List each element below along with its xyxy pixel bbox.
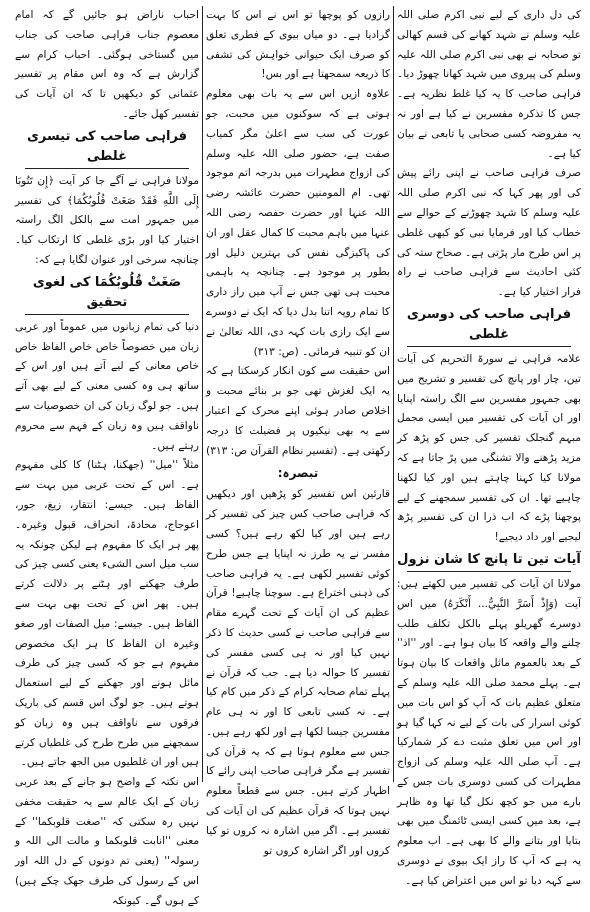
paragraph: علامہ فراہی نے سورۃ التحریم کی آیات تین، چار اور پانچ کی تفسیر و تشریح میں بھی جمہور مفسرین سے الگ راستہ اپنایا اور ان آیات کی تفسیر میں ایسی مجمل مبہم گنجلک تفسیر کی جس کو پڑھ کر مزید پڑھنے والا تشنگی میں پڑ جاتا ہے کہ مولانا کیا کہنا چاہتے ہیں اور کیا لکھنا چاہیے تھا۔ ان کی تفسیر سمجھنے کے لیے پوچھنا پڑے کہ اب ذرا ان کی تفسیر پڑھ لیجیے اور داد دیجیے! xyxy=(397,352,581,544)
paragraph: احباب ناراض ہو جائیں گے کہ امام معصوم جناب فراہی صاحب کی جناب میں گستاخی ہوگئی۔ احباب کرام سے گزارش ہے کہ وہ اس مقام پر تفسیر عثمانی کو دیکھیں تا کہ ان آیات کی تفسیر کھل جائے۔ xyxy=(15,9,199,120)
paragraph: مثلاً ''میل'' (جھکنا، ہٹنا) کا کلی مفہوم ہے۔ اس کے تحت عربی میں بہت سے الفاظ ہیں۔ جیسے: انتقار، زیغ، جور، اعوجاج، محادۃ، انحراف، قبول وغیرہ۔ پھر ہر ایک کا مفہوم ہے لیکن چونکہ یہ سب میل اسی الشیء یعنی کسی چیز کی طرف جھکنے اور ہٹنے پر دلالت کرتے ہیں۔ پھر اس کے تحت بھی بہت سے الفاظ ہیں۔ جیسے: میل الصفات اور صغو وغیرہ ان الفاظ کا ہر ایک مخصوص مفہوم ہے جو کہ کسی چیز کی طرف مائل ہونے اور جھکنے کے لیے استعمال ہوتے ہیں۔ جو لوگ اس قسم کی باریک فرقوں سے ناواقف ہیں وہ زبان کو سمجھنے میں طرح طرح کی غلطیاں کرتے ہیں اور ان غلطیوں میں الجھ جاتے ہیں۔ xyxy=(15,459,199,769)
paragraph: کی دل داری کے لیے نبی اکرم صلی اللہ علیہ وسلم نے شہد کھانے کی قسم کھالی تو صحابہ نے بھی نبی اکرم صلی اللہ علیہ وسلم کی پیروی میں شہد کھانا چھوڑ دیا۔ فراہی صاحب کا یہ کیا غلط نظریہ ہے۔ جس کا تذکرہ مفسرین نے کیا ہے اور نہ یہ مفروضہ کسی صحابی یا تابعی نے بیان کیا ہے۔ xyxy=(397,9,581,160)
paragraph: مولانا ان آیات کی تفسیر میں لکھتے ہیں: آیت (وَإِذْ أَسَرَّ النَّبِيُّ... أَنْكَرَهُ) میں اس دوسرے گھریلو پہلے بالکل تکلف طلب چلنے والے واقعہ کا بیان ہوا ہے۔ اور ''اذ'' کے بعد بالعموم ماثل واقعات کا بیان ہوتا ہے۔ پہلے محمد صلی اللہ علیہ وسلم کے متعلق عظیم بات کہ آپ کو اس بات میں کوئی اسرار کی بات کے لیے نہ کہا گیا ہو اور اس میں تعلق مثبت دے کر شمارکیا ہے۔ آپ صلی اللہ علیہ وسلم کی ازواج مطہرات کی کسی دوسری بات جس کے بارے میں جو کچھ نکل گیا تھا وہ ظاہر ہے، بعد میں کسی ایسی ٹائمنگ میں بھی بتایا اور بتانے والے کا بھی ہے۔ اب معلوم یہ ہے کہ آپ کا راز ایک بیوی نے دوسری سے کہہ دیا تو اس میں اعتراض کیا ہے۔ xyxy=(397,577,581,887)
section-heading-linguistic-research: صَغَتْ قُلُوبُكُمَا کی لغوی تحقیق xyxy=(32,274,182,310)
paragraph: قارئین اس تفسیر کو پڑھیں اور دیکھیں کہ فراہی صاحب کس چیز کی تفسیر کر رہے ہیں اور کیا لکھ رہے ہیں؟ کسی مفسر نے یہ طرز نہ اپنایا ہے جس طرح کوئی تفسیر لکھی ہے۔ یہ فراہی صاحب کی ذہنی اختراع ہے۔ سوچنا چاہیے! قرآن عظیم کی ان آیات کے تحت گہرے مقام سے فراہی صاحب نے کسی حدیث کا ذکر نہیں کیا اور نہ ہی کسی مفسر کی تفسیر کا حوالہ دیا ہے۔ جب کہ قرآن نے پہلے تمام صحابہ کرام کے ذکر میں کام کیا ہے۔ نہ کسی تابعی کا اور نہ ہی عام مفسرین جیسا لکھا ہے اور لکھ رہے ہیں۔ جس سے معلوم ہوتا ہے کہ یہ قرآن کی تفسیر ہے مگر فراہی صاحب اپنی رائے کا اظہار کرتے ہیں۔ جس سے قطعاً معلوم نہیں ہوتا کہ قرآن عظیم کی ان آیات کی تفسیر ہے۔ اگر میں اشارہ نہ کروں تو کیا کروں اور اگر اشارہ کروں تو xyxy=(206,488,390,857)
heading-underline xyxy=(25,168,189,169)
column-middle xyxy=(203,6,393,857)
section-heading-third-error: فراہی صاحب کی تیسری غلطی xyxy=(26,128,188,164)
section-heading-commentary: تبصرہ: xyxy=(277,466,319,481)
paragraph: اس نکتہ کے واضح ہو جانے کے بعد عربی زبان کے ایک عالم سے یہ حقیقت مخفی نہیں رہ سکتی کہ ''صغت قلوبکما'' کے معنی ''انابت قلوبکما و مالت الی اللہ و رسولہ'' (یعنی تم دونوں کے دل اللہ اور اس کے رسول کی طرف جھک چکے ہیں) کے ہوں گے۔ کیونکہ xyxy=(15,776,199,907)
section-heading-second-error: فراہی صاحب کی دوسری غلطی xyxy=(406,306,572,342)
heading-underline xyxy=(25,314,189,315)
paragraph: اس حقیقت سے کون انکار کرسکتا ہے کہ یہ ایک لغزش تھی جو بر بنائے محبت و اخلاص صادر ہوئی اپنے محرک کے اعتبار سے یہ بھی نیکیوں پر فضیلت کا درجہ رکھتی ہے۔ (تفسیر نظام القرآن ص: ۳۱۳) xyxy=(206,365,390,457)
paragraph: مولانا فراہی نے آگے جا کر آیت ﴿إِن تَتُوبَا إِلَى اللَّهِ فَقَدْ صَغَتْ قُلُوبُكُمَا﴾ کی تفسیر میں جمہور امت سے بالکل الگ راستہ اختیار کیا اور بڑی غلطی کا ارتکاب کیا۔ چنانچہ سرخی اور عنوان لگایا ہے کہ: xyxy=(15,174,199,266)
heading-underline xyxy=(407,571,571,572)
paragraph: علاوہ ازیں اس سے یہ بات بھی معلوم ہوتی ہے کہ سوکنوں میں محبت، جو عورت کی سب سے اعلیٰ مگر کمیاب صفت ہے، حضور صلی اللہ علیہ وسلم کی ازواج مطہرات میں بدرجہ اتم موجود تھی۔ ام المومنین حضرت عائشہ رضی اللہ عنہا اور حضرت حفصہ رضی اللہ عنہا میں باہم محبت کا کمال عقل اور ان کی پاکیزگی نفس کی بہترین دلیل اور بطور پر موجود ہے۔ چنانچہ یہ باہمی محبت ہی تھی جس نے آپ میں راز داری کا تمام روپہ اتنا بدل دیا کہ ایک نے دوسرے سے ایک رازی بات کہہ دی، اللہ تعالیٰ نے ان کو تنبیہ فرمائی۔ (ص: ۳۱۳) xyxy=(206,88,390,358)
paragraph: صرف فراہی صاحب نے اپنی رائے پیش کی اور پھر کہا کہ نبی اکرم صلی اللہ علیہ وسلم کا شہد چھوڑنے کے حوالے سے خطاب کیا اور فرمایا نبی کو کبھی غلطی پر اس طرح مار پڑتی ہے۔ صحاح ستہ کی کئی احادیث سے فراہی صاحب نے راہ فرار اختیار کیا ہے۔ xyxy=(397,167,581,299)
heading-underline xyxy=(407,346,571,347)
column-left xyxy=(12,6,202,907)
section-heading-revelation-context: آیات تین تا پانچ کا شان نزول xyxy=(397,551,581,567)
column-right xyxy=(394,6,584,887)
paragraph: رازوں کو پوچھا تو اس نے اس کا بہت گرادیا ہے۔ دو میاں بیوی کے فطری تعلق کو صرف ایک حیوانی خواہش کی تشفی کا ذریعہ سمجھتا ہے اور بس! xyxy=(206,9,390,81)
paragraph: دنیا کی تمام زبانوں میں عموماً اور عربی زبان میں خصوصاً خاص خاص الفاظ خاص خاص معانی کے لیے آتے ہیں اور اس کے ساتھ ہی وہ کسی معنی کے لیے بھی آتے ہیں۔ جو لوگ زبان کی ان خصوصیات سے ناواقف ہیں وہ زبان کے فہم سے محروم رہتے ہیں۔ xyxy=(15,320,199,452)
